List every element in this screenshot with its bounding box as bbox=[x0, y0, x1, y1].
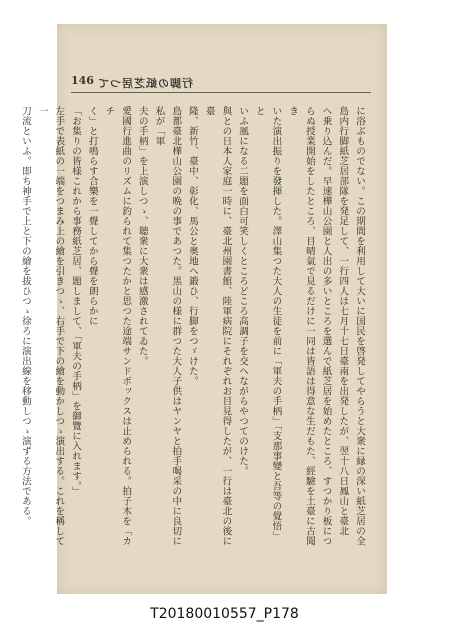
text-column: 與との日本人家庭一時に、臺北州園書館、陸軍病院にそれぞれお目見得したが、一行は臺北の後に臺 bbox=[203, 106, 232, 546]
body-text bbox=[16, 106, 367, 546]
text-column: 島都臺北樺山公園の晩の事であつた。黒山の様に群つた大人子供はヤンヤと拍手喝采の中に良切に私が「軍 bbox=[153, 106, 182, 546]
text-column: 「お集りの皆様これから事務紙芝居、題しまして、「軍夫の手柄」を御覽に入れます。」 bbox=[70, 106, 82, 497]
text-column: 夫の手柄」を上演しつゝ、聴衆に大衆は感激されてゐた。 bbox=[136, 106, 148, 366]
text-column: に浴ぶものでない。この期間を利用して大いに国民を啓発してやらうと大衆に縁の深い紙芝居の全 bbox=[354, 106, 365, 546]
text-column: いふ風になる二題を面白可笑しくところどころ高調子を交へながらやつてのけた。 bbox=[237, 106, 249, 476]
text-column: く」と打鳴らす合樂を一聲してから聲を朗らかに bbox=[86, 106, 98, 326]
book-page bbox=[19, 24, 387, 594]
text-column: へ乗り込んだ。早速樺山公園と人出の多いところを選んで紙芝居を始めたところ、すつかり板につ bbox=[320, 106, 332, 546]
text-column: 愛國行進曲のリズムに釣られて集つたかと思つた途端サンドボックスは止められる。拍子木を「カチ bbox=[103, 106, 132, 546]
text-column: 隆、新竹、臺中、彰化、馬公と奥地へ鍛ひ、行脚をつゞけた。 bbox=[186, 106, 198, 386]
text-column: らぬ授業開始をしたところ、目晴氣で見るだけに一同は皆語は得意な生だもた、經驗を土臺に古聞き bbox=[287, 106, 315, 546]
text-column: 刀流といふ。即ち神手で上と下の繪を拔ひつゝ徐ろに演出線を移動しつゝ演ずる方法である。 bbox=[19, 106, 31, 526]
text-column: いた演出振りを發揮した。澤山集つた大人の生徒を前に「軍夫の手柄」「支那事變と吾等の覺悟」と bbox=[253, 106, 282, 542]
image-caption: T20180010557_P178 bbox=[150, 606, 299, 622]
page-number: 146 bbox=[71, 74, 94, 87]
running-header bbox=[71, 74, 371, 90]
text-column: 左手で表紙の一端をつまみ上の繪を引きつゝ、右手で下の繪を動かしつゝ演出する。これを稱して一 bbox=[36, 106, 65, 546]
running-head-title: 行脚の紙芝居つて bbox=[97, 77, 193, 90]
header-rule bbox=[71, 92, 371, 93]
text-column: 島内行脚紙芝居部隊を発足して、一行四人は七月十七日臺南を出発したが、翌十八日鳳山と臺北 bbox=[337, 106, 349, 536]
